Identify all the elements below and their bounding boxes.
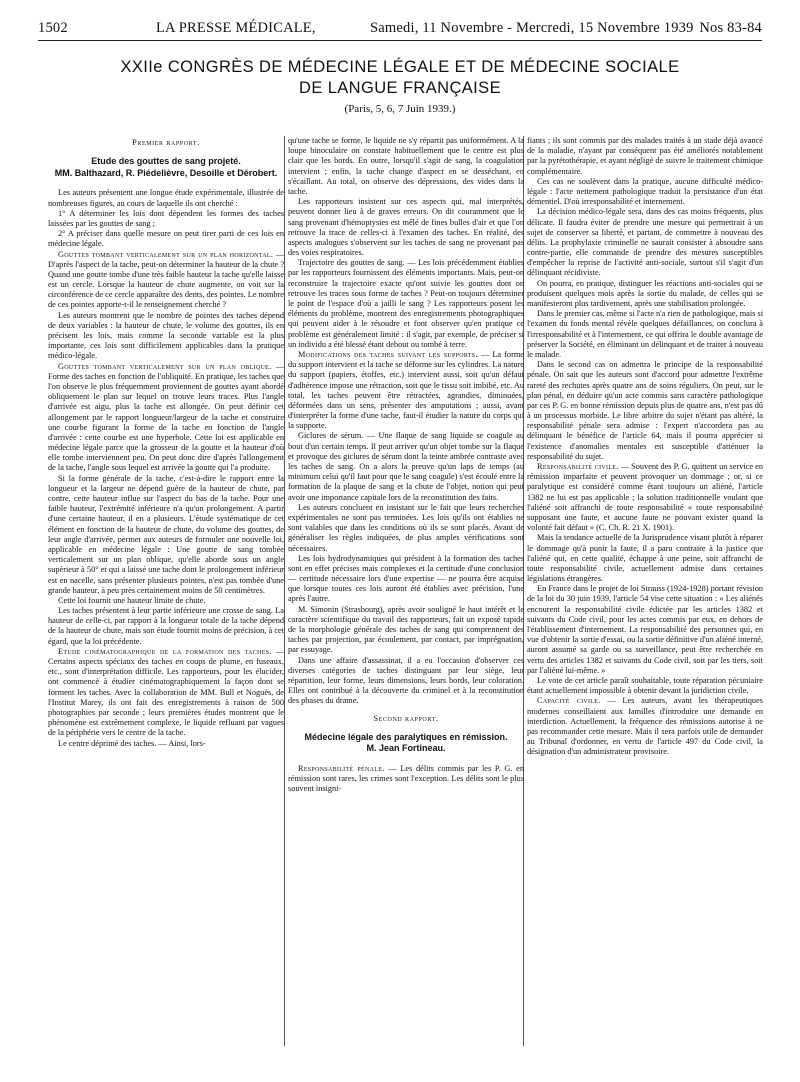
paragraph-text: — Souvent des P. G. quittent un service en rémission imparfaite et peuvent provoquer un dommage ; or, si ce paralytique est considéré comme étant toujours un aliéné, l'article 1382 ne lui est pas applicable ; la solution traditionnelle voulant que l'aliéné soit affranchi de toute responsabilité « toute responsabilité supposant une faute, et aucune faute ne pouvant exister quand la volonté fait défaut » (C. Ch. R. 21 X. 1901). <box>527 462 763 533</box>
paragraph: La décision médico-légale sera, dans des cas moins fréquents, plus délicate. Il faudra éviter de prendre une mesure qui permettrait à un sujet de conserver sa liberté, et partant, de commettre à nouveau des délits. La prophylaxie criminelle ne saurait consister à absoudre sans contre-partie, elle commande de prendre des mesures susceptibles d'empêcher la reprise de l'activité anti-sociale, surtout s'il s'agit d'un délinquant récidiviste. <box>527 207 763 278</box>
report-title-text: Médecine légale des paralytiques en rémission. <box>304 731 508 742</box>
paragraph: Les auteurs concluent en insistant sur le fait que leurs recherches expérimentales ne sont pas terminées. Les lois qu'ils ont établies ne sont valables que dans les conditions où ils se sont placés. Avant de généraliser les règles indiquées, de plus amples vérifications sont nécessaires. <box>288 502 524 553</box>
paragraph-text: — Les délits commis par les P. G. en rémission sont rares, les crimes sont l'exception. Les délits sont le plus souvent insigni- <box>288 763 524 794</box>
paragraph <box>48 647 284 739</box>
paragraph: Giclures de sérum. — Une flaque de sang liquide se coagule au bout d'un certain temps. Il peut arriver qu'un objet tombe sur la flaque et provoque des giclures de sérum dont la teinte ambrée contraste avec les taches de sang. On a alors la preuve qu'un laps de temps (au minimum celui qu'il faut pour que le sang coagule) s'est écoulé entre la formation de la plaque de sang et la chute de l'objet, notion qui peut avoir une importance capitale lors de la reconstitution des faits. <box>288 431 524 502</box>
paragraph-text: — Les auteurs, avant les thérapeutiques modernes conseillaient aux familles d'introduire une demande en interdiction. Actuellement, la fréquence des rémissions autorise à ne pas recommander cette mesure. Mais il sera parfois utile de demander au Tribunal d'ordonner, en vertu de l'article 497 du Code civil, la désignation d'un administrateur provisoire. <box>527 696 763 757</box>
paragraph: Si la forme générale de la tache, c'est-à-dire le rapport entre la longueur et la largeur ne dépend guère de la hauteur de chute, par contre, cette hauteur influe sur l'aspect du bas de la tache. Pour une faible hauteur, l'extrémité inférieure n'a qu'un prolongement. A partir d'une certaine hauteur, il en a plusieurs. L'étude systématique de cet élément en fonction de la hauteur de chute, du volume des gouttes, de leur angle d'arrivée, permet aux auteurs de formuler une nouvelle loi, applicable en médecine légale : Une goutte de sang tombée verticalement sur un plan oblique, qu'elle aborde sous un angle supérieur à 50° et qui a laissé une tache dont le prolongement inférieur est en nacelle, sans présenter plusieurs pointes, n'est pas tombée d'une grande hauteur, à peu près certainement moins de 50 centimètres. <box>48 473 284 595</box>
paragraph: Les auteurs présentent une longue étude expérimentale, illustrée de nombreuses figures, au cours de laquelle ils ont cherché : <box>48 188 284 208</box>
section-label: Responsabilité pénale. <box>298 763 385 773</box>
section-label: Gouttes tombant verticalement sur un plan oblique. <box>58 361 272 371</box>
report-kicker: Premier rapport. <box>132 138 200 147</box>
paragraph: qu'une tache se forme, le liquide ne s'y répartit pas uniformément. A la loupe binoculaire on constate habituellement que le centre est plus clair que les bords. En outre, lorsqu'il s'agit de sang, la coagulation intervient ; enfin, la tache change d'aspect en se desséchant, en s'écaillant. Au total, on observe des dépressions, des vides dans la tache. <box>288 136 524 196</box>
paragraph: Les auteurs montrent que le nombre de pointes des taches dépend de deux variables : la hauteur de chute, le volume des gouttes, ils en précisent les lois, mais comme la seconde variable est la plus importante, ces lois sont difficilement applicables dans la pratique médico-légale. <box>48 310 284 361</box>
paragraph: Trajectoire des gouttes de sang. — Les lois précédemment établies par les rapporteurs fournissent des éléments importants. Mais, peut-on reconstruire la trajectoire exacte qu'ont suivie les gouttes dont on retrouve les traces sous forme de taches ? Peut-on toujours déterminer le point de l'espace d'où a jailli le sang ? Les rapporteurs posent les éléments du problème, montrent des enregistrements photographiques qui peuvent aider à le résoudre et font observer qu'en pratique ce problème est généralement limité : il s'agit, par exemple, de préciser si un individu a été blessé étant debout ou tombé à terre. <box>288 258 524 349</box>
section-label: Etude cinématographique de la formation des taches. <box>58 646 272 656</box>
report-title <box>48 156 284 179</box>
issue-number: Nos 83-84 <box>699 20 762 36</box>
congress-title-line-2: DE LANGUE FRANÇAISE <box>299 79 501 97</box>
column-2 <box>288 136 524 1056</box>
section-label: Capacité civile. <box>537 696 601 706</box>
journal-name: LA PRESSE MÉDICALE, <box>156 20 316 36</box>
paragraph-text: — La forme du support intervient et la tache se déforme sur les cylindres. La nature du support (papiers, étoffes, etc.) intervient aussi, soit qu'un défaut d'adhérence impose une rétraction, soit que le tissu soit imbibé, etc. Au total, les taches peuvent être rétractées, agrandies, diminuées, déformées dans un sens, présenter des amputations ; aussi, avant d'interpréter la forme d'une tache, faut-il étudier la nature du corps qui la supporte. <box>288 349 524 431</box>
paragraph: Dans le premier cas, même si l'acte n'a rien de pathologique, mais si l'examen du fonds mental révèle quelques défaillances, on conclura à l'irresponsabilité et à l'internement, ce qui offrira le double avantage de préserver la Société, en éliminant un délinquant et de traiter à nouveau le malade. <box>527 309 763 359</box>
paragraph-text: — D'après l'aspect de la tache, peut-on déterminer la hauteur de la chute ? Quand une goutte tombe d'une très faible hauteur la tache qu'elle laisse est un cercle. Lorsque la hauteur de chute augmente, on voit sur la circonférence de ce cercle apparaître des dents, des pointes. Le nombre de ces pointes apporte-t-il le renseignement cherché ? <box>48 249 284 310</box>
paragraph <box>48 250 284 311</box>
paragraph <box>527 462 763 533</box>
section-label: Gouttes tombant verticalement sur un plan horizontal. <box>58 249 274 259</box>
paragraph <box>527 696 763 757</box>
paragraph-text: — Forme des taches en fonction de l'obliquité. En pratique, les taches que l'on observe le plus fréquemment proviennent de gouttes ayant abordé obliquement le plan sur lequel on trouve leurs traces. Plus l'angle d'arrivée est aigu, plus la tache est allongée. On peut définir cet allongement par le rapport longueur/largeur de la tache et construire une courbe figurant la forme de la tache en fonction de l'angle d'arrivée : cette courbe est une hyperbole. Cette loi est applicable en médecine légale parce que la grosseur de la goutte et la hauteur d'où elle tombe interviennent peu. On peut donc dire d'après l'allongement de la tache, l'angle sous lequel est arrivée la goutte qui l'a produite. <box>48 361 284 473</box>
paragraph: 2° A préciser dans quelle mesure on peut tirer parti de ces lois en médecine légale. <box>48 229 284 249</box>
report-kicker: Second rapport. <box>373 713 439 723</box>
paragraph: 1° A déterminer les lois dont dépendent les formes des taches laissées par les gouttes de sang ; <box>48 208 284 228</box>
paragraph: M. Simonin (Strasbourg), après avoir souligné le haut intérêt et le caractère scientifique du travail des rapporteurs, fait un exposé rapide de la morphologie générale des taches de sang qui comprennent des taches par projection, par écoulement, par contact, par imprégnation, par essuyage. <box>288 604 524 655</box>
report-authors: MM. Balthazard, R. Piédelièvre, Desoille et Dérobert. <box>54 167 278 178</box>
paragraph: fiants ; ils sont commis par des malades traités à un stade déjà avancé de la maladie, n'ayant par conséquent pas été améliorés notablement par la pyrétothérapie, et ayant négligé de suivre le traitement chimique complémentaire. <box>527 136 763 176</box>
column-3 <box>527 136 763 1056</box>
column-divider <box>284 136 285 1046</box>
issue-date: Samedi, 11 Novembre - Mercredi, 15 Novembre 1939 <box>370 20 694 36</box>
column-1 <box>48 136 284 1056</box>
report-title-text: Etude des gouttes de sang projeté. <box>91 156 241 167</box>
congress-title-block <box>38 57 762 115</box>
paragraph: Les taches présentent à leur partie inférieure une crosse de sang. La hauteur de celle-ci, par rapport à la longueur totale de la tache dépend de la hauteur de chute, mais son étude fournit moins de précision, à cet égard, que la loi précédente. <box>48 606 284 646</box>
paragraph: Le centre déprimé des taches. — Ainsi, lors- <box>58 738 206 748</box>
paragraph: Ces cas ne soulèvent dans la pratique, aucune difficulté médico-légale : l'acte nettement pathologique traduit la persistance d'un état démentiel. D'où irresponsabilité et internement. <box>527 176 763 207</box>
paragraph: Le vote de cet article paraît souhaitable, toute réparation pécuniaire étant actuellement impossible à obtenir devant la juridiction civile. <box>527 675 763 696</box>
paragraph: En France dans le projet de loi Strauss (1924-1928) portant révision de la loi du 30 juin 1939, l'article 54 vise cette situation : « Les aliénés encourent la responsabilité civile édictée par les articles 1382 et suivants du Code civil, pour les actes commis par eux, en dehors de l'établissement d'internement. La responsabilité des personnes qui, en vue d'obtenir la sortie d'essai, ou la sortie définitive d'un aliéné interné, auront assumé sa garde ou sa surveillance, peut être recherchée en vertu des articles 1382 et suivants du Code civil, soit par les tiers, soit par l'aliéné lui-même. » <box>527 584 763 675</box>
paragraph-text: — Certains aspects spéciaux des taches en coups de plume, en fuseaux, etc., sont d'interprétation difficile. Les rapporteurs, pour les élucider, ont commencé à étudier cinématographiquement la façon dont se forment les taches. Avec la collaboration de MM. Bull et Noguès, de l'Institut Marey, ils ont fait des enregistrements à raison de 500 photographies par seconde ; leurs premières études montrent que le phénomène est extrêmement complexe, le liquide refluant par vagues de la périphérie vers le centre de la tache. <box>48 646 284 738</box>
congress-title-line-1: XXIIe CONGRÈS DE MÉDECINE LÉGALE ET DE MÉDECINE SOCIALE <box>120 58 680 76</box>
page-number: 1502 <box>38 20 68 36</box>
paragraph: On pourra, en pratique, distinguer les réactions anti-sociales qui se produisent quelques mois après la sortie du malade, de celles qui se manifesteront plus tardivement, après une stabilisation prolongée. <box>527 278 763 308</box>
report-title <box>288 732 524 755</box>
paragraph <box>288 764 524 795</box>
paragraph: Les rapporteurs insistent sur ces aspects qui, mal interprétés, peuvent donner lieu à de graves erreurs. On dit couramment que le sang provenant d'hémoptysies est mêlé de fines bulles d'air et que l'on retrouve la trace de celles-ci à l'examen des taches. En réalité, des aspects analogues s'observent sur les taches de sang ne provenant pas des voies respiratoires. <box>288 197 524 258</box>
paragraph: Mais la tendance actuelle de la Jurisprudence visant plutôt à réparer le dommage qu'à punir la faute, il a paru contraire à la justice que l'aliéné qui, en cette qualité, échappe à une peine, soit affranchi de toute responsabilité civile, actuellement admise dans certaines législations étrangères. <box>527 533 763 584</box>
paragraph: Dans le second cas on admettra le principe de la responsabilité pénale. On sait que les auteurs sont d'accord pour admettre l'extrême rareté des rechutes après quatre ans de soins réguliers. On peut, sur le plan pénal, en déduire qu'un acte commis sans caractère pathologique par ces P. G. en bonne rémission depuis plus de quatre ans, n'est pas dû à un processus morbide. Le libre arbitre du sujet n'étant pas altéré, la responsabilité pénale sera admise : l'expert n'accordera pas au délinquant le bénéfice de l'article 64, mais il pourra apprécier si l'existence d'anomalies mentales est susceptible d'atténuer la responsabilité du sujet. <box>527 360 763 461</box>
spacer <box>288 707 524 712</box>
paragraph: Dans une affaire d'assassinat, il a eu l'occasion d'observer ces diverses catégories de taches distinguant par leur siège, leur répartition, leur forme, leurs dimensions, leurs bords, leur coloration. Elles ont contribué à la découverte du criminel et à la reconstitution des phases du drame. <box>288 655 524 706</box>
section-label: Responsabilité civile. <box>537 462 619 471</box>
congress-dates: (Paris, 5, 6, 7 Juin 1939.) <box>344 103 456 115</box>
report-authors: M. Jean Fortineau. <box>366 743 446 754</box>
paragraph <box>288 350 524 432</box>
paragraph: Cette loi fournit une hauteur limite de chute. <box>58 595 206 605</box>
section-label: Modifications des taches suivant les supports. <box>298 349 478 359</box>
paragraph <box>48 362 284 474</box>
page-header <box>38 16 762 41</box>
paragraph: Les lois hydrodynamiques qui président à la formation des taches sont en effet précises mais complexes et la certitude d'une conclusion — certitude nécessaire lors d'une expertise — ne pourra être acquise que lorsque toutes ces lois auront été établies avec précision, l'une après l'autre. <box>288 553 524 604</box>
